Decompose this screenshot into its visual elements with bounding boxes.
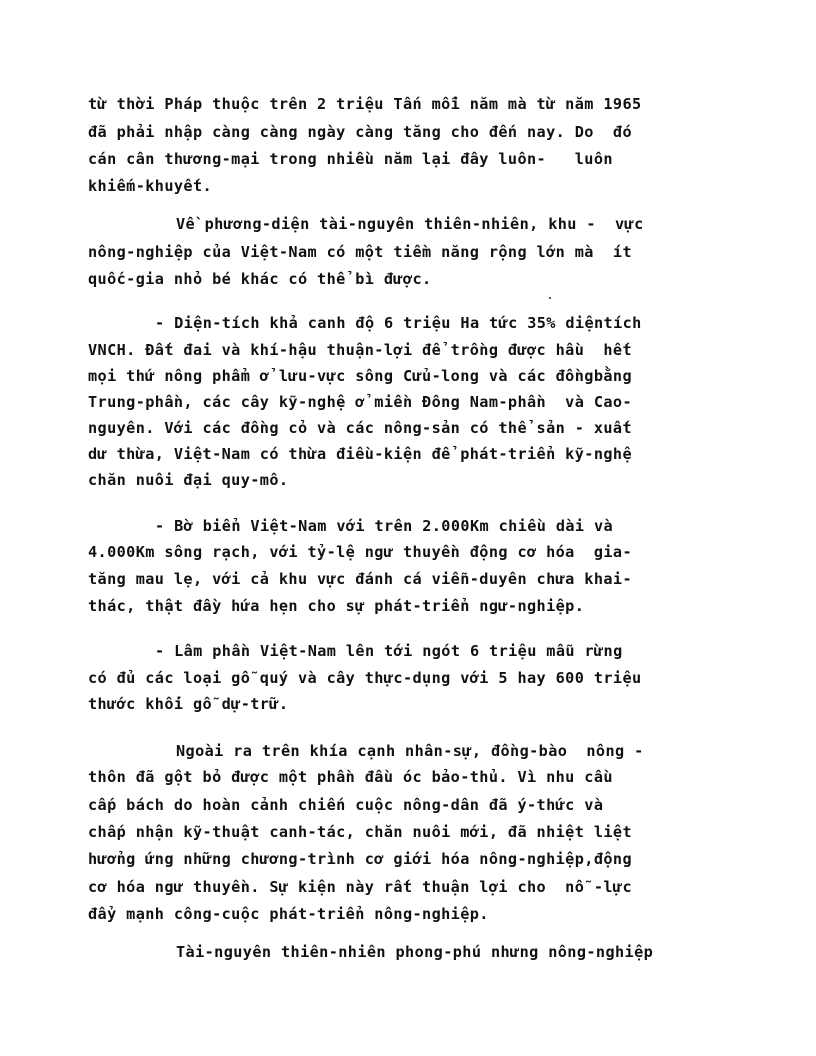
- text-line: mọi thứ nông phẩm ở lưu-vực sông Cửu-long và các đồngbằng: [88, 367, 632, 385]
- text-line: có đủ các loại gỗ quý và cây thực-dụng với 5 hay 600 triệu: [88, 669, 642, 687]
- paragraph-first-line: Tài-nguyên thiên-nhiên phong-phú nhưng nông-nghiệp: [176, 943, 654, 961]
- text-line: VNCH. Đất đai và khí-hậu thuận-lợi để trồng được hầu hết: [88, 341, 632, 359]
- text-line: Trung-phần, các cây kỹ-nghệ ở miền Đông Nam-phần và Cao-: [88, 393, 632, 411]
- text-line: đẩy mạnh công-cuộc phát-triển nông-nghiệp.: [88, 905, 489, 923]
- bullet-item-first-line: - Lâm phần Việt-Nam lên tới ngót 6 triệu mẫu rừng: [155, 642, 623, 660]
- text-line: dư thừa, Việt-Nam có thừa điều-kiện để phát-triển kỹ-nghệ: [88, 445, 632, 463]
- text-line: hưởng ứng những chương-trình cơ giới hóa nông-nghiệp,động: [88, 850, 632, 868]
- text-line: thác, thật đầy hứa hẹn cho sự phát-triển ngư-nghiệp.: [88, 597, 585, 615]
- text-line: cấp bách do hoàn cảnh chiến cuộc nông-dân đã ý-thức và: [88, 796, 604, 814]
- text-line: khiếm-khuyết.: [88, 177, 213, 195]
- ink-speck: [549, 297, 551, 299]
- text-line: tăng mau lẹ, với cả khu vực đánh cá viễn-duyên chưa khai-: [88, 570, 632, 588]
- text-line: nông-nghiệp của Việt-Nam có một tiềm năng rộng lớn mà ít: [88, 243, 632, 261]
- text-line: chấp nhận kỹ-thuật canh-tác, chăn nuôi mới, đã nhiệt liệt: [88, 823, 632, 841]
- text-line: quốc-gia nhỏ bé khác có thể bì được.: [88, 270, 432, 288]
- bullet-item-first-line: - Diện-tích khả canh độ 6 triệu Ha tức 35% diệntích: [155, 314, 642, 332]
- paragraph-first-line: Ngoài ra trên khía cạnh nhân-sự, đồng-bào nông -: [176, 742, 644, 760]
- text-line: cơ hóa ngư thuyền. Sự kiện này rất thuận lợi cho nỗ -lực: [88, 878, 632, 896]
- text-line: nguyên. Với các đồng cỏ và các nông-sản có thể sản - xuất: [88, 419, 632, 437]
- text-line: đã phải nhập càng càng ngày càng tăng cho đến nay. Do đó: [88, 123, 632, 141]
- text-line: từ thời Pháp thuộc trên 2 triệu Tấn mỗi năm mà từ năm 1965: [88, 95, 642, 113]
- paragraph-first-line: Về phương-diện tài-nguyên thiên-nhiên, khu - vực: [176, 215, 644, 233]
- text-line: thôn đã gột bỏ được một phần đầu óc bảo-thủ. Vì nhu cầu: [88, 768, 613, 786]
- bullet-item-first-line: - Bờ biển Việt-Nam với trên 2.000Km chiều dài và: [155, 517, 614, 535]
- text-line: 4.000Km sông rạch, với tỷ-lệ ngư thuyền động cơ hóa gia-: [88, 543, 632, 561]
- text-line: thước khối gỗ dự-trữ.: [88, 695, 289, 713]
- text-line: cán cân thương-mại trong nhiều năm lại đây luôn- luôn: [88, 150, 613, 168]
- text-line: chăn nuôi đại quy-mô.: [88, 471, 289, 489]
